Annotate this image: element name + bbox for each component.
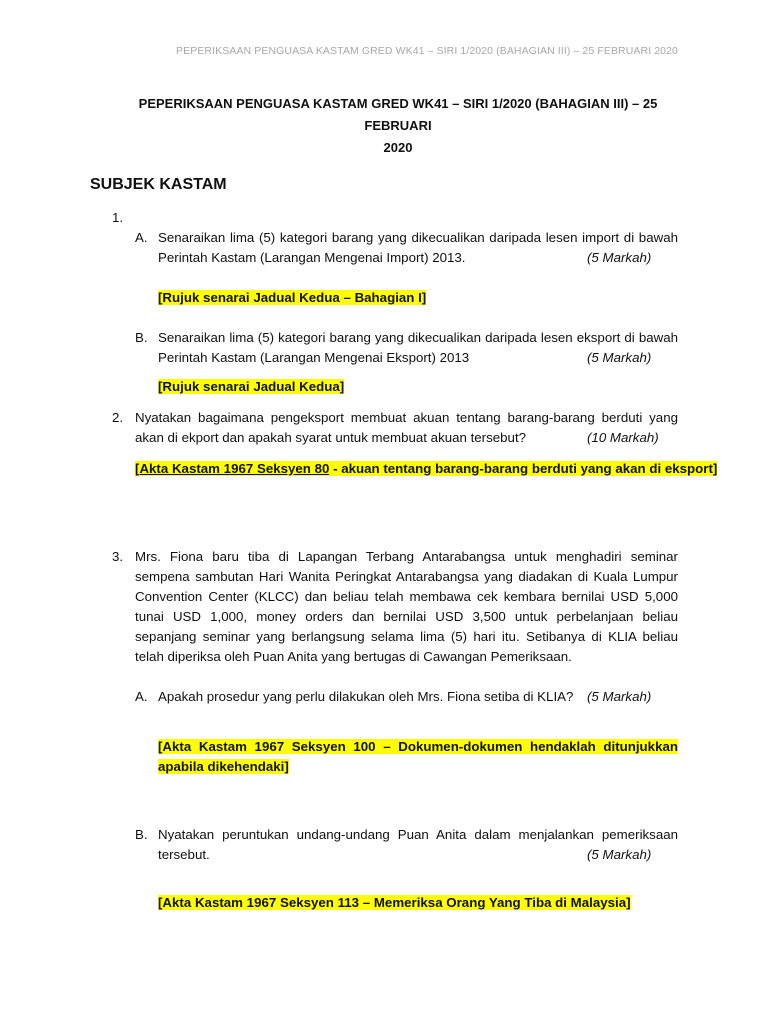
document-title-line-1: PEPERIKSAAN PENGUASA KASTAM GRED WK41 – SIRI 1/2020 (BAHAGIAN III) – 25 FEBRUARI: [138, 96, 658, 133]
question-1b-text: Senaraikan lima (5) kategori barang yang dikecualikan daripada lesen eksport di bawah Perintah Kastam (Larangan Mengenai Eksport) 2013: [158, 330, 678, 365]
reference-description: - akuan tentang barang-barang berduti yang akan di eksport]: [329, 461, 718, 476]
question-3-scenario: Mrs. Fiona baru tiba di Lapangan Terbang Antarabangsa untuk menghadiri seminar sempena sambutan Hari Wanita Peringkat Antarabangsa yang diadakan di Kuala Lumpur Convention Center (KLCC) dan beliau telah membawa cek kembara bernilai USD 5,000 tunai USD 1,000, money orders dan bernilai USD 3,500 untuk perbelanjaan beliau sepanjang seminar yang berlangsung selama lima (5) hari itu. Setibanya di KLIA beliau telah diperiksa oleh Puan Anita yang bertugas di Cawangan Pemeriksaan.: [135, 549, 678, 664]
question-1a-letter: A.: [135, 230, 148, 245]
question-1a-text: Senaraikan lima (5) kategori barang yang dikecualikan daripada lesen import di bawah Perintah Kastam (Larangan Mengenai Import) 2013.: [158, 230, 678, 265]
question-3a-marks: (5 Markah): [587, 689, 652, 704]
question-1a-reference: [158, 288, 426, 308]
question-1b-letter: B.: [135, 330, 148, 345]
question-3a-text: Apakah prosedur yang perlu dilakukan oleh Mrs. Fiona setiba di KLIA?: [158, 689, 574, 704]
highlighted-reference: [Rujuk senarai Jadual Kedua]: [158, 379, 345, 394]
question-3b-reference: [158, 893, 631, 913]
question-3-number: 3.: [112, 549, 124, 564]
question-2-text: Nyatakan bagaimana pengeksport membuat akuan tentang barang-barang berduti yang akan di ekport dan apakah syarat untuk membuat akuan tersebut?: [135, 410, 678, 445]
question-1b-reference: [158, 377, 344, 397]
reference-open-bracket: [: [135, 461, 140, 476]
document-title: [120, 93, 676, 159]
reference-statute: Akta Kastam 1967 Seksyen 80: [139, 461, 330, 476]
question-1-number: 1.: [112, 210, 124, 225]
question-3b-letter: B.: [135, 827, 148, 842]
question-1a-marks: (5 Markah): [587, 250, 652, 265]
running-header: PEPERIKSAAN PENGUASA KASTAM GRED WK41 – SIRI 1/2020 (BAHAGIAN III) – 25 FEBRUARI 2020: [176, 45, 678, 57]
question-3b-marks: (5 Markah): [587, 847, 652, 862]
question-3a-letter: A.: [135, 689, 148, 704]
question-2-reference: [135, 459, 717, 479]
question-3b-text: Nyatakan peruntukan undang-undang Puan Anita dalam menjalankan pemeriksaan tersebut.: [158, 827, 678, 862]
highlighted-reference: [Rujuk senarai Jadual Kedua – Bahagian I]: [158, 290, 427, 305]
question-1b-marks: (5 Markah): [587, 350, 652, 365]
section-heading: SUBJEK KASTAM: [90, 176, 227, 193]
highlighted-reference: [Akta Kastam 1967 Seksyen 113 – Memeriksa Orang Yang Tiba di Malaysia]: [158, 895, 631, 910]
question-2-marks: (10 Markah): [587, 430, 659, 445]
question-3a-reference: [158, 737, 678, 777]
highlighted-reference: [Akta Kastam 1967 Seksyen 100 – Dokumen-dokumen hendaklah ditunjukkan apabila dikehendaki]: [158, 739, 678, 774]
question-2-number: 2.: [112, 410, 124, 425]
document-title-line-2: 2020: [383, 140, 413, 155]
